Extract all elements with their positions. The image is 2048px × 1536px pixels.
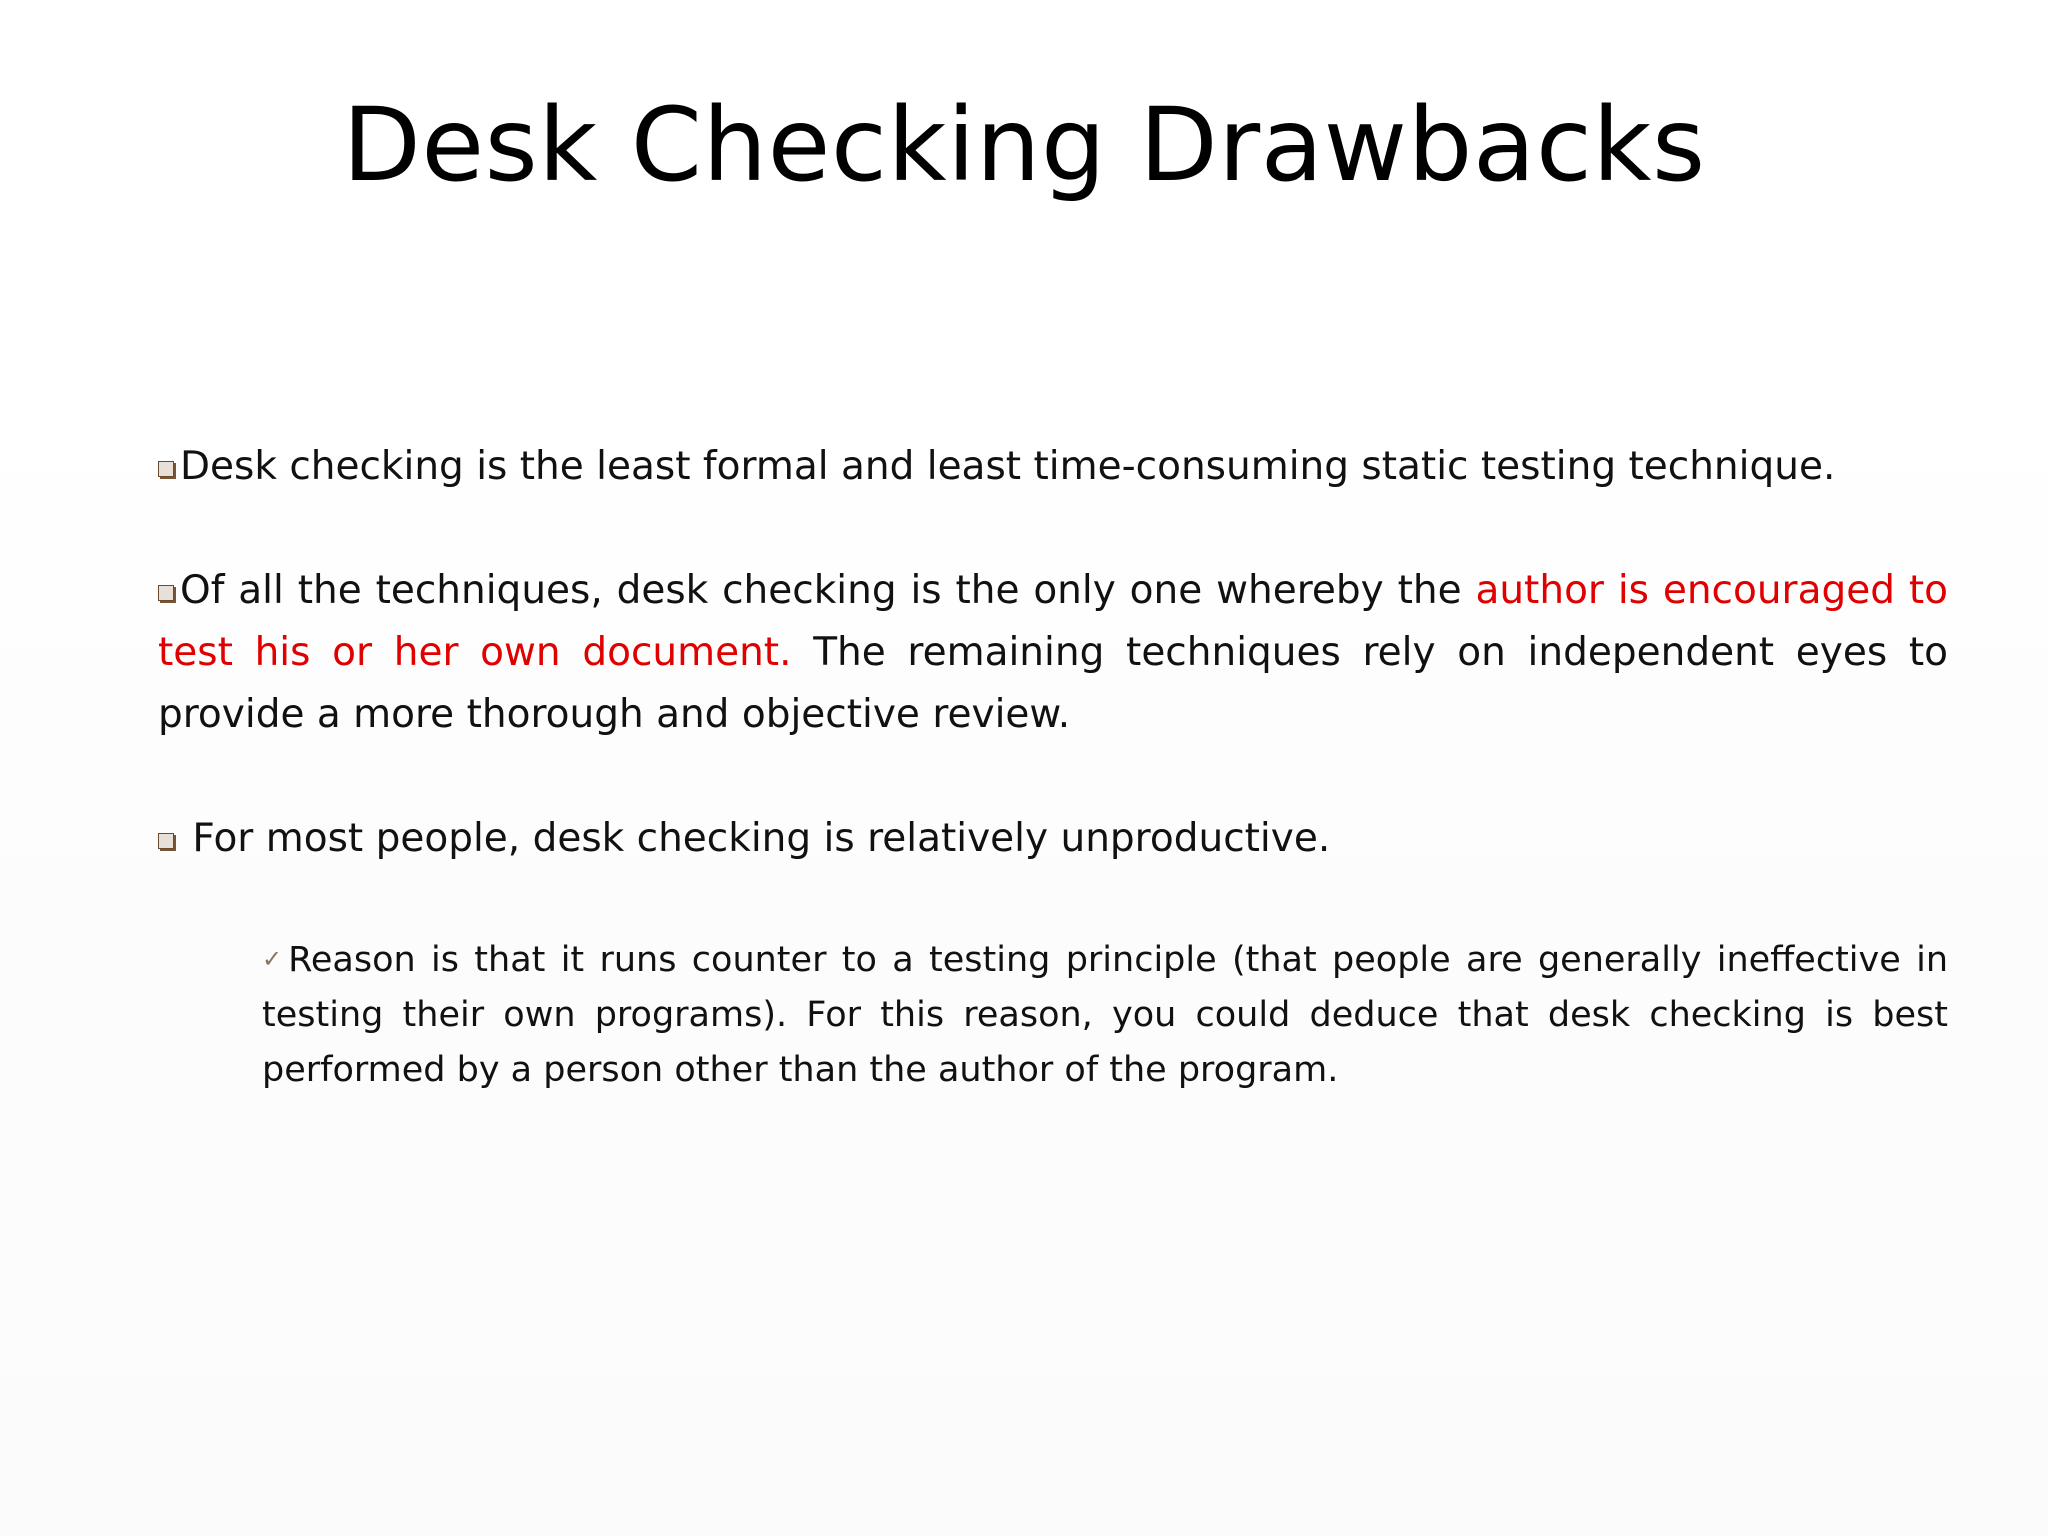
bullet-point-2-text: Of all the techniques, desk checking is the only one whereby the bbox=[180, 568, 1476, 613]
bullet-point-3 bbox=[158, 808, 1948, 870]
square-bullet-icon bbox=[158, 585, 174, 601]
bullet-point-2 bbox=[158, 560, 1948, 746]
bullet-point-3-text: For most people, desk checking is relatively unproductive. bbox=[180, 816, 1331, 861]
sub-bullet-point-text: Reason is that it runs counter to a testing principle (that people are generally ineffective in testing their own programs). For this reason, you could deduce that desk checking is best performed by a person other than the author of the program. bbox=[262, 940, 1948, 1090]
bullet-point-1 bbox=[158, 436, 1948, 498]
bullet-point-1-text: Desk checking is the least formal and least time-consuming static testing technique. bbox=[180, 444, 1836, 489]
check-icon: ✓ bbox=[262, 945, 283, 973]
slide-title: Desk Checking Drawbacks bbox=[342, 86, 1706, 206]
bullet-point-2-highlight: author is encouraged to test his or her own document. bbox=[158, 568, 1948, 675]
slide-body bbox=[158, 436, 1948, 1098]
sub-bullet-point bbox=[262, 932, 1948, 1098]
square-bullet-icon bbox=[158, 461, 174, 477]
bullet-point-2-text-after: The remaining techniques rely on independent eyes to provide a more thorough and objective review. bbox=[158, 630, 1948, 737]
square-bullet-icon bbox=[158, 833, 174, 849]
